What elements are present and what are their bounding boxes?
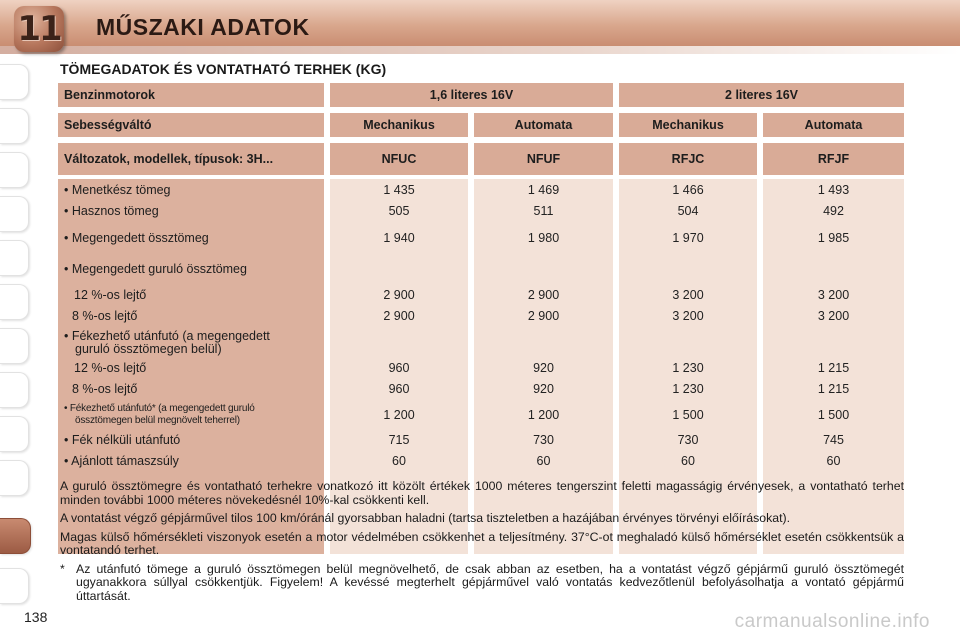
table-cell: 60: [681, 454, 695, 468]
section-title: TÖMEGADATOK ÉS VONTATHATÓ TERHEK (KG): [60, 61, 387, 77]
notes-section: [60, 480, 904, 603]
variant-header: NFUC: [330, 143, 468, 175]
table-cell: 920: [533, 382, 554, 396]
table-cell: 60: [392, 454, 406, 468]
row-label: • Hasznos tömeg: [64, 204, 159, 218]
chapter-tab[interactable]: [0, 460, 29, 496]
table-cell: 492: [823, 204, 844, 218]
table-cell: 3 200: [817, 288, 850, 302]
table-cell: 1 970: [672, 231, 704, 245]
gearbox-row-label: Sebességváltó: [58, 113, 324, 137]
table-cell: 745: [823, 433, 844, 447]
row-label: • Ajánlott támaszsúly: [64, 454, 179, 468]
table-cell: 2 900: [527, 288, 560, 302]
note-speed-limit: A vontatást végző gépjárművel tilos 100 km/óránál gyorsabban haladni (tartsa tiszteletben a hazájában érvényes törvényi előírásokat).: [60, 511, 791, 525]
row-label: • Menetkész tömeg: [64, 183, 171, 197]
chapter-number: 11: [17, 9, 61, 49]
table-cell: 960: [388, 382, 410, 396]
header-shadow: [0, 46, 960, 54]
engine-row-label: Benzinmotorok: [58, 83, 324, 107]
table-cell: 1 200: [383, 408, 415, 422]
row-label-continued: össztömegen belül megnövelt teherrel): [75, 415, 240, 426]
table-cell: 60: [826, 454, 841, 468]
gearbox-header: Mechanikus: [330, 113, 468, 137]
note-temperature: Magas külső hőmérsékleti viszonyok esetén a motor védelmében csökkenhet a teljesítmény. 37°C-ot meghaladó külső hőmérséklet esetén csökkentsük a vontatandó terhet.: [60, 529, 904, 557]
chapter-tab[interactable]: [0, 108, 29, 144]
engine-1-header: 1,6 literes 16V: [330, 83, 613, 107]
note-altitude: A guruló össztömegre és vontatható terhekre vonatkozó itt közölt értékek 1000 méteres tengerszint feletti magasságig érvényesek, a vontatható terhet minden további 1000 méteres növekedésnél 10%-kal csökkenti kell.: [60, 479, 904, 507]
chapter-tab[interactable]: [0, 240, 29, 276]
chapter-tab[interactable]: [0, 568, 29, 604]
table-cell: 511: [533, 204, 554, 218]
table-cell: 505: [388, 204, 410, 218]
table-cell: 1 215: [817, 361, 850, 375]
table-cell: 730: [677, 433, 699, 447]
engine-2-header: 2 literes 16V: [619, 83, 904, 107]
page-header: [0, 0, 960, 50]
table-cell: 3 200: [817, 309, 850, 323]
table-cell: 3 200: [672, 309, 704, 323]
table-cell: 960: [388, 361, 410, 375]
row-label-continued: guruló össztömegen belül): [75, 342, 222, 356]
table-cell: 1 230: [672, 361, 704, 375]
table-cell: 60: [536, 454, 551, 468]
chapter-tab[interactable]: [0, 284, 29, 320]
chapter-tab[interactable]: [0, 64, 29, 100]
row-label: 8 %-os lejtő: [72, 382, 138, 396]
chapter-tab[interactable]: [0, 152, 29, 188]
table-cell: 3 200: [672, 288, 704, 302]
footnote: [60, 563, 904, 604]
table-cell: 1 215: [817, 382, 850, 396]
chapter-tab[interactable]: [0, 372, 29, 408]
watermark: carmanualsonline.info: [734, 611, 930, 632]
row-label: • Fékezhető utánfutó (a megengedett: [64, 329, 270, 343]
table-cell: 1 435: [383, 183, 415, 197]
footnote-text: Az utánfutó tömege a guruló össztömegen belül megnövelhető, de csak abban az esetben, ha a vontatást végző gépjármű guruló össztömegét ugyanakkora súllyal csökkentjük. Figyelem! A kevéssé megterhelt gépjárművel való vontatás kedvezőtlenül befolyásolhatja a vontató gépjármű úttartását.: [76, 561, 904, 603]
table-cell: 504: [677, 204, 699, 218]
gearbox-header: Automata: [474, 113, 613, 137]
chapter-tab[interactable]: [0, 328, 29, 364]
table-cell: 1 980: [527, 231, 560, 245]
table-cell: 1 466: [672, 183, 704, 197]
chapter-badge: [14, 6, 64, 52]
gearbox-header: Automata: [763, 113, 904, 137]
gearbox-header: Mechanikus: [619, 113, 757, 137]
row-label: 12 %-os lejtő: [74, 288, 147, 302]
table-cell: 1 500: [672, 408, 704, 422]
table-cell: 1 493: [817, 183, 850, 197]
table-cell: 920: [533, 361, 554, 375]
chapter-tab-active[interactable]: [0, 518, 31, 554]
row-label: 8 %-os lejtő: [72, 309, 138, 323]
chapter-tab-rail: [0, 52, 34, 612]
table-cell: 1 469: [527, 183, 560, 197]
footnote-marker: *: [60, 561, 65, 576]
chapter-tab[interactable]: [0, 416, 29, 452]
row-label: • Megengedett össztömeg: [64, 231, 209, 245]
table-cell: 2 900: [383, 309, 415, 323]
table-cell: 1 500: [817, 408, 850, 422]
table-cell: 730: [533, 433, 554, 447]
page-number: 138: [24, 609, 48, 625]
table-cell: 2 900: [383, 288, 415, 302]
variant-header: RFJC: [619, 143, 757, 175]
table-cell: 1 940: [383, 231, 415, 245]
table-cell: 2 900: [527, 309, 560, 323]
variant-header: RFJF: [763, 143, 904, 175]
table-cell: 715: [388, 433, 410, 447]
table-cell: 1 985: [817, 231, 850, 245]
variant-header: NFUF: [474, 143, 613, 175]
row-label: • Fék nélküli utánfutó: [64, 433, 181, 447]
chapter-tab[interactable]: [0, 196, 29, 232]
chapter-title: MŰSZAKI ADATOK: [96, 14, 310, 40]
variant-row-label: Változatok, modellek, típusok: 3H...: [58, 143, 324, 175]
table-cell: 1 200: [527, 408, 560, 422]
table-cell: 1 230: [672, 382, 704, 396]
row-label: • Fékezhető utánfutó* (a megengedett guruló: [64, 403, 255, 414]
row-label: • Megengedett guruló össztömeg: [64, 262, 247, 276]
row-label: 12 %-os lejtő: [74, 361, 147, 375]
